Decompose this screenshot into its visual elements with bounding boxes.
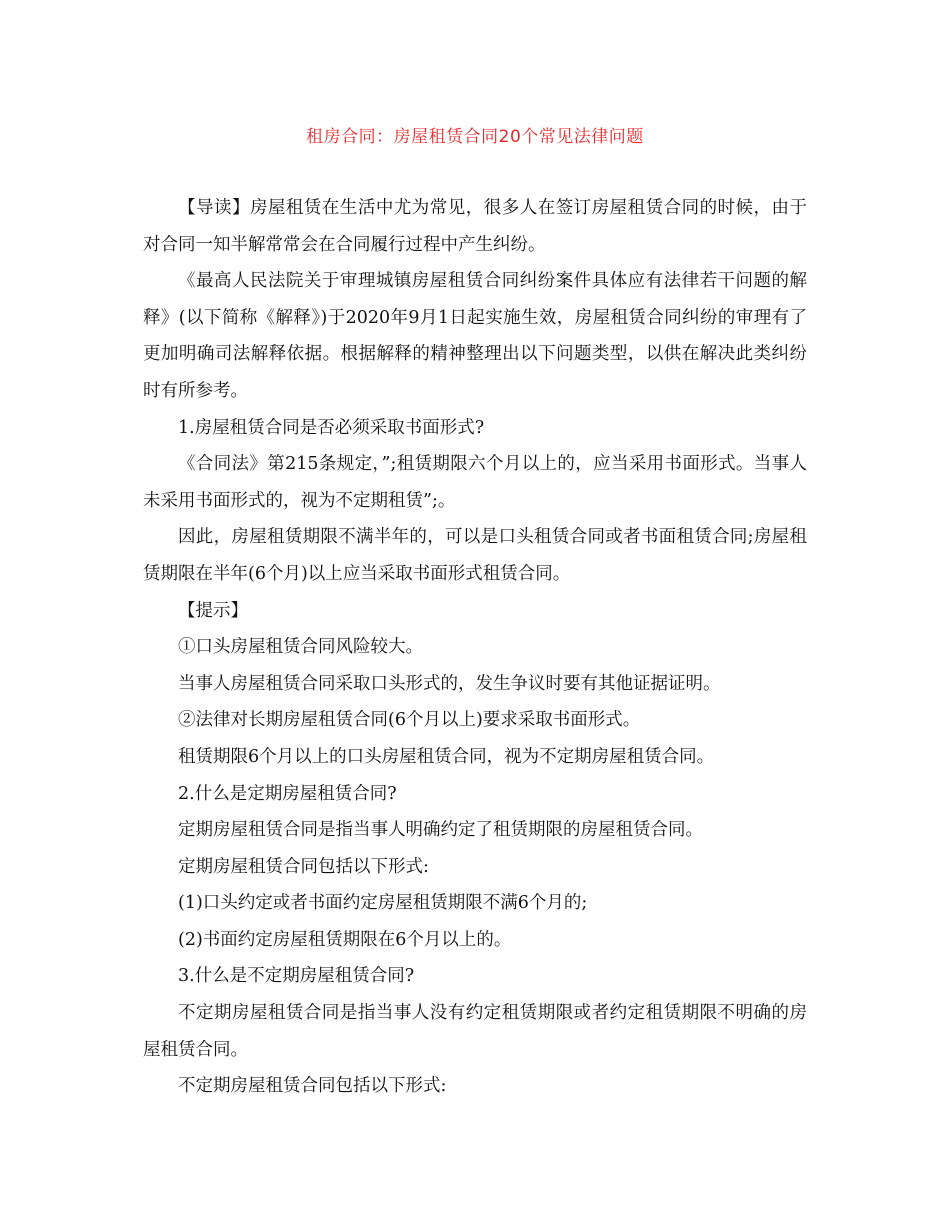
paragraph: (1)口头约定或者书面约定房屋租赁期限不满6个月的; [178, 893, 588, 914]
paragraph: 1.房屋租赁合同是否必须采取书面形式? [178, 417, 485, 438]
document-body [143, 190, 807, 1105]
document-title: 租房合同：房屋租赁合同20个常见法律问题 [306, 127, 644, 147]
paragraph: 《合同法》第215条规定，”;租赁期限六个月以上的，应当采用书面形式。当事人未采用书面形式的，视为不定期租赁”;。 [143, 454, 807, 511]
paragraph: ②法律对长期房屋租赁合同(6个月以上)要求采取书面形式。 [178, 710, 641, 731]
paragraph: 不定期房屋租赁合同是指当事人没有约定租赁期限或者约定租赁期限不明确的房屋租赁合同。 [143, 1003, 807, 1060]
paragraph: 2.什么是定期房屋租赁合同? [178, 783, 397, 804]
paragraph: 【导读】房屋租赁在生活中尤为常见，很多人在签订房屋租赁合同的时候，由于对合同一知半解常常会在合同履行过程中产生纠纷。 [143, 198, 807, 255]
paragraph: 因此，房屋租赁期限不满半年的，可以是口头租赁合同或者书面租赁合同;房屋租赁期限在半年(6个月)以上应当采取书面形式租赁合同。 [143, 527, 807, 584]
paragraph: 租赁期限6个月以上的口头房屋租赁合同，视为不定期房屋租赁合同。 [178, 746, 715, 767]
paragraph: 不定期房屋租赁合同包括以下形式: [178, 1076, 447, 1097]
paragraph: 3.什么是不定期房屋租赁合同? [178, 966, 415, 987]
paragraph: 【提示】 [178, 600, 248, 621]
paragraph: 当事人房屋租赁合同采取口头形式的，发生争议时要有其他证据证明。 [178, 673, 721, 694]
paragraph: 《最高人民法院关于审理城镇房屋租赁合同纠纷案件具体应有法律若干问题的解释》(以下简称《解释》)于2020年9月1日起实施生效，房屋租赁合同纠纷的审理有了更加明确司法解释依据。根据解释的精神整理出以下问题类型，以供在解决此类纠纷时有所参考。 [143, 271, 807, 401]
paragraph: 定期房屋租赁合同包括以下形式: [178, 856, 429, 877]
paragraph: 定期房屋租赁合同是指当事人明确约定了租赁期限的房屋租赁合同。 [178, 820, 703, 841]
paragraph: (2)书面约定房屋租赁期限在6个月以上的。 [178, 929, 512, 950]
paragraph: ①口头房屋租赁合同风险较大。 [178, 637, 423, 658]
